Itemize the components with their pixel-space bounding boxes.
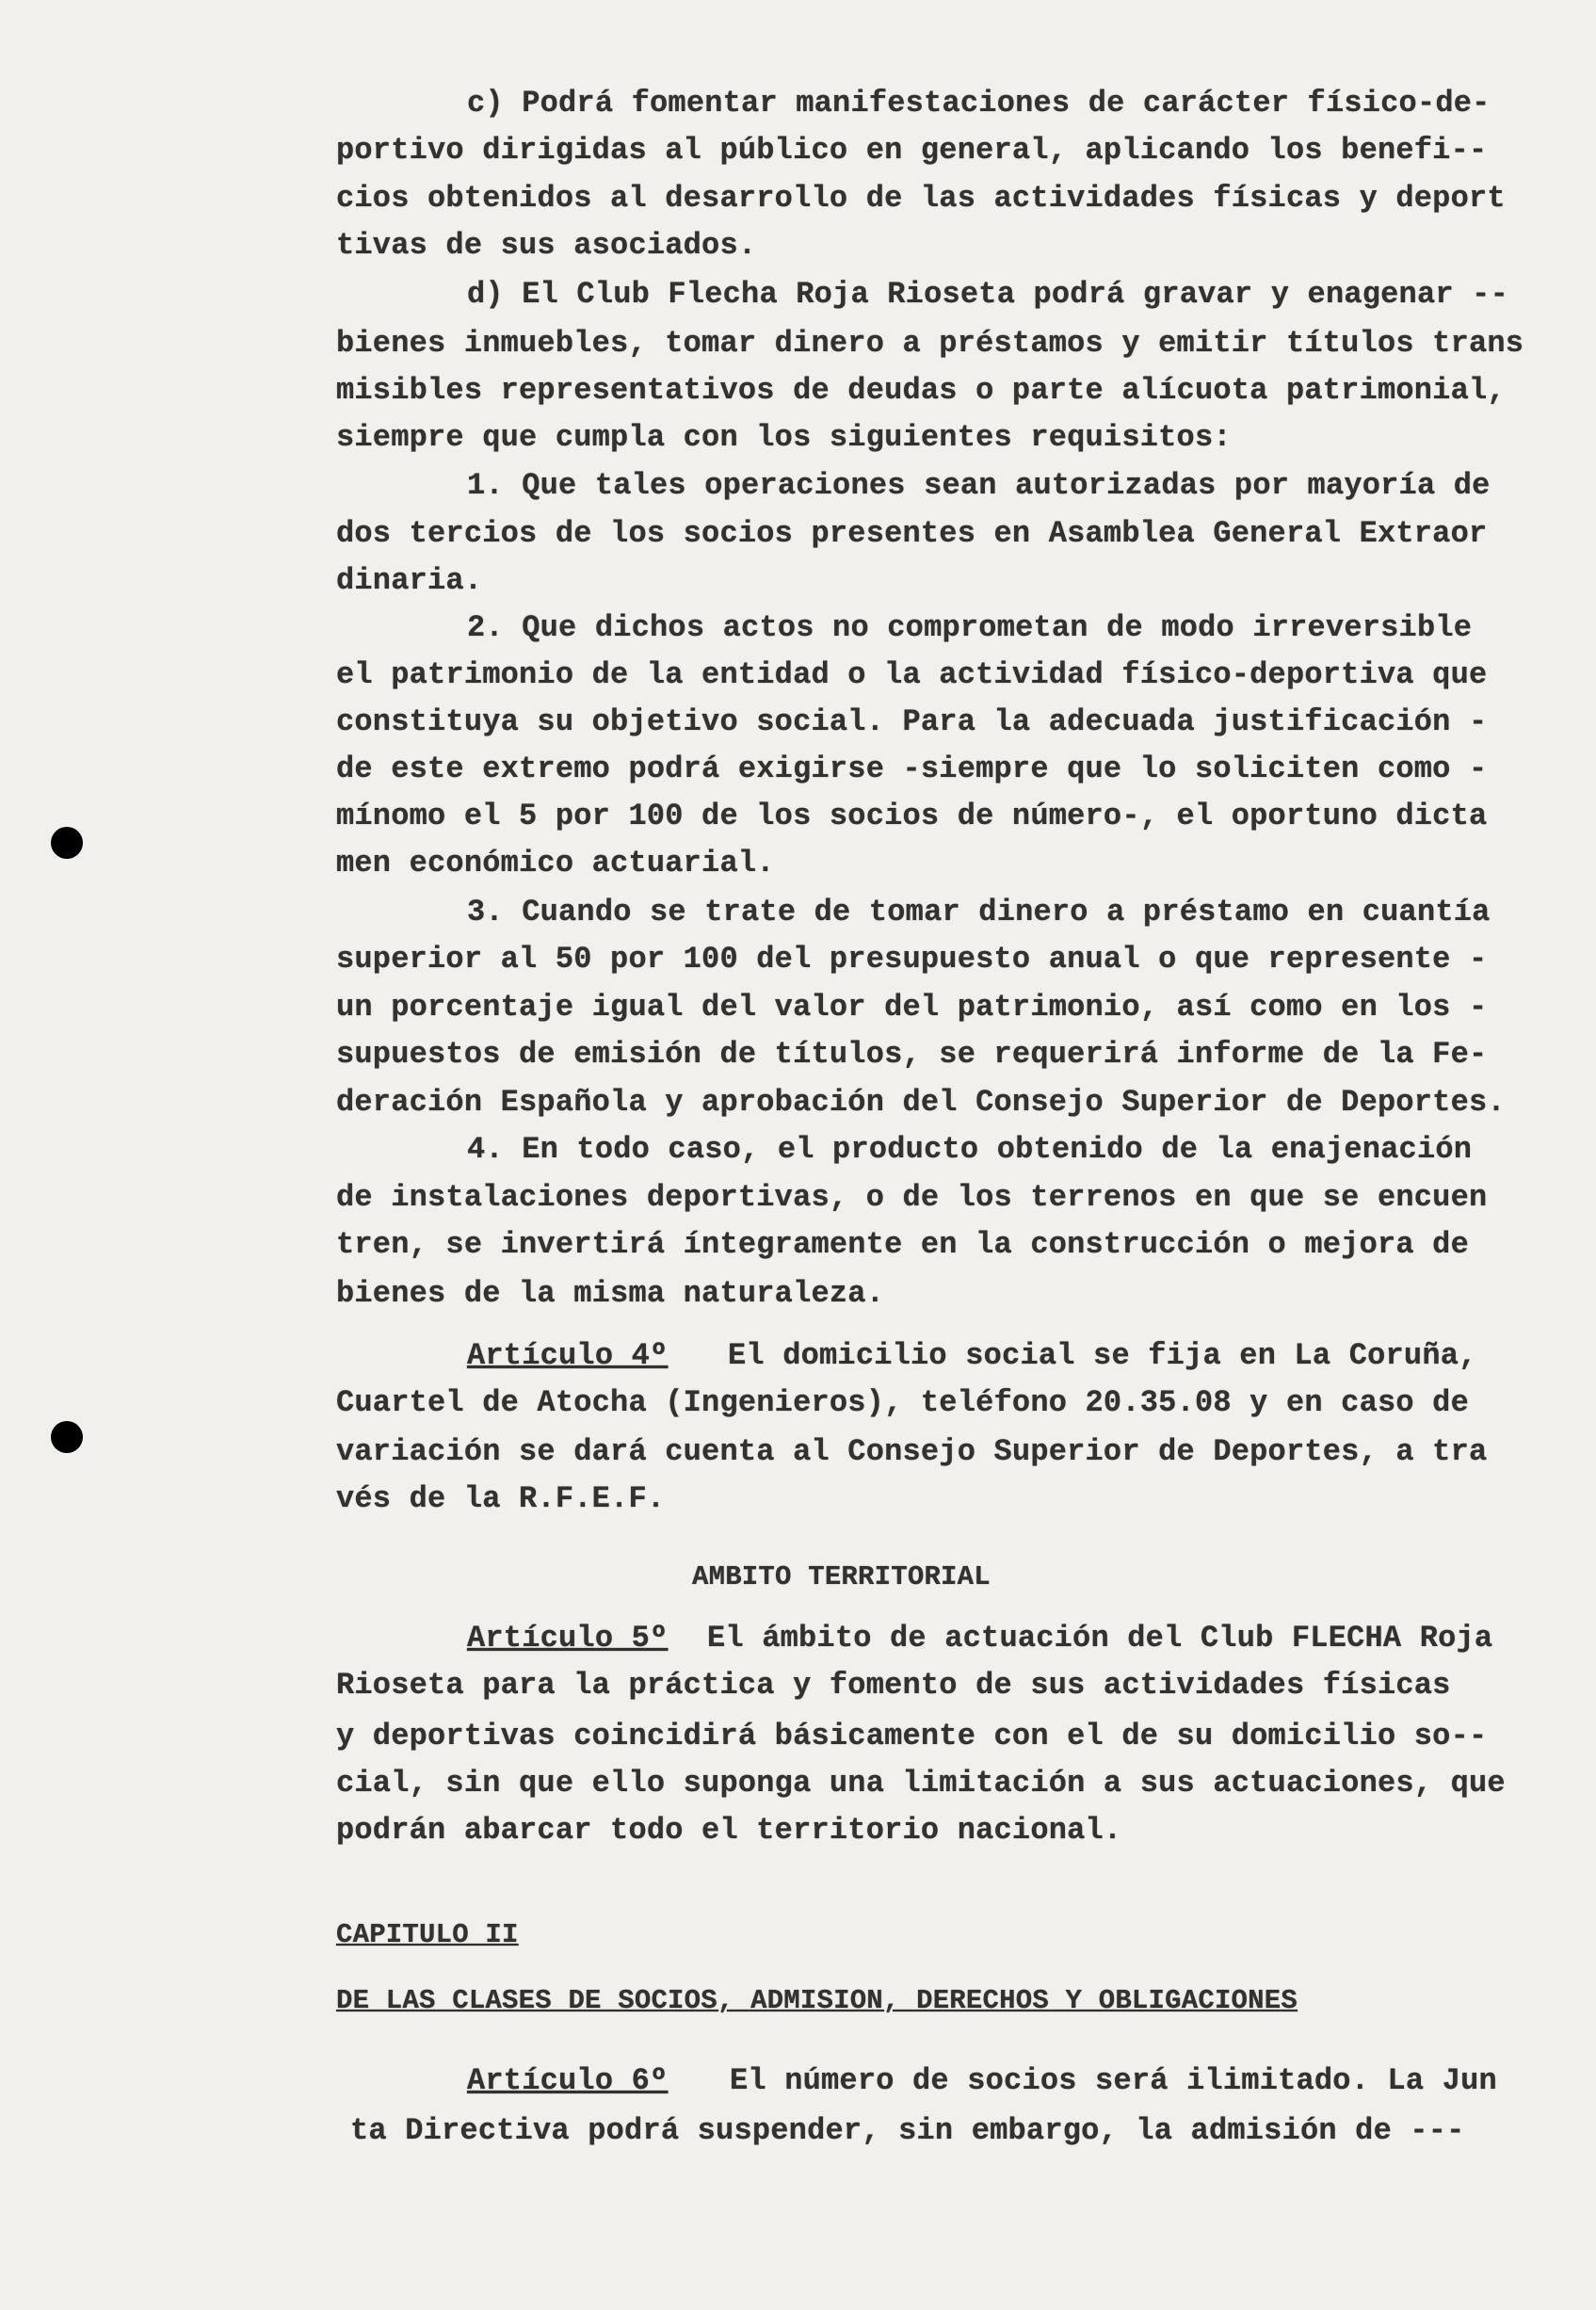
chapter-heading: CAPITULO II: [336, 1919, 519, 1950]
binder-hole: [51, 1421, 83, 1453]
text-line: ta Directiva podrá suspender, sin embargo, la admisión de ---: [350, 2113, 1465, 2148]
article-4-heading: Artículo 4º: [467, 1338, 669, 1373]
text-line: de instalaciones deportivas, o de los terrenos en que se encuen: [336, 1180, 1488, 1215]
text-line: 2. Que dichos actos no comprometan de modo irreversible: [467, 610, 1473, 645]
article-5-heading: Artículo 5º: [467, 1621, 669, 1656]
binder-hole: [51, 827, 83, 859]
text-line: d) El Club Flecha Roja Rioseta podrá gravar y enagenar --: [467, 277, 1508, 312]
text-line: 1. Que tales operaciones sean autorizadas por mayoría de: [467, 468, 1491, 503]
text-line: El domicilio social se fija en La Coruña,: [728, 1338, 1477, 1373]
text-line: dos tercios de los socios presentes en Asamblea General Extraor: [336, 516, 1488, 551]
text-line: podrán abarcar todo el territorio nacional.: [336, 1813, 1122, 1848]
text-line: c) Podrá fomentar manifestaciones de carácter físico-de-: [467, 86, 1491, 121]
text-line: El número de socios será ilimitado. La Jun: [730, 2063, 1497, 2098]
chapter-title: DE LAS CLASES DE SOCIOS, ADMISION, DERECHOS Y OBLIGACIONES: [336, 1985, 1298, 2016]
text-line: deración Española y aprobación del Consejo Superior de Deportes.: [336, 1085, 1506, 1120]
text-line: variación se dará cuenta al Consejo Superior de Deportes, a tra: [336, 1434, 1488, 1469]
text-line: el patrimonio de la entidad o la actividad físico-deportiva que: [336, 657, 1488, 692]
text-line: superior al 50 por 100 del presupuesto anual o que represente -: [336, 942, 1488, 977]
text-line: mínomo el 5 por 100 de los socios de número-, el oportuno dicta: [336, 799, 1488, 833]
text-line: Cuartel de Atocha (Ingenieros), teléfono 20.35.08 y en caso de: [336, 1385, 1469, 1420]
text-line: siempre que cumpla con los siguientes requisitos:: [336, 420, 1232, 455]
article-6-heading: Artículo 6º: [467, 2063, 669, 2098]
text-line: tivas de sus asociados.: [336, 228, 757, 263]
text-line: cios obtenidos al desarrollo de las actividades físicas y deport: [336, 181, 1506, 216]
text-line: El ámbito de actuación del Club FLECHA Roja: [707, 1621, 1493, 1656]
text-line: dinaria.: [336, 563, 483, 598]
text-line: un porcentaje igual del valor del patrimonio, así como en los -: [336, 990, 1488, 1025]
text-line: misibles representativos de deudas o parte alícuota patrimonial,: [336, 373, 1506, 408]
text-line: 4. En todo caso, el producto obtenido de la enajenación: [467, 1132, 1473, 1167]
text-line: de este extremo podrá exigirse -siempre que lo soliciten como -: [336, 751, 1488, 786]
text-line: tren, se invertirá íntegramente en la construcción o mejora de: [336, 1227, 1469, 1262]
text-line: Rioseta para la práctica y fomento de sus actividades físicas: [336, 1668, 1451, 1703]
text-line: vés de la R.F.E.F.: [336, 1481, 666, 1516]
text-line: portivo dirigidas al público en general, aplicando los benefi--: [336, 133, 1488, 168]
text-line: 3. Cuando se trate de tomar dinero a préstamo en cuantía: [467, 895, 1491, 929]
section-heading: AMBITO TERRITORIAL: [692, 1561, 991, 1592]
text-line: men económico actuarial.: [336, 846, 775, 880]
text-line: y deportivas coincidirá básicamente con el de su domicilio so--: [336, 1719, 1488, 1753]
text-line: supuestos de emisión de títulos, se requerirá informe de la Fe-: [336, 1037, 1488, 1072]
text-line: cial, sin que ello suponga una limitación a sus actuaciones, que: [336, 1766, 1506, 1801]
text-line: bienes inmuebles, tomar dinero a préstamos y emitir títulos trans: [336, 326, 1524, 361]
text-line: constituya su objetivo social. Para la adecuada justificación -: [336, 704, 1488, 739]
text-line: bienes de la misma naturaleza.: [336, 1276, 885, 1311]
